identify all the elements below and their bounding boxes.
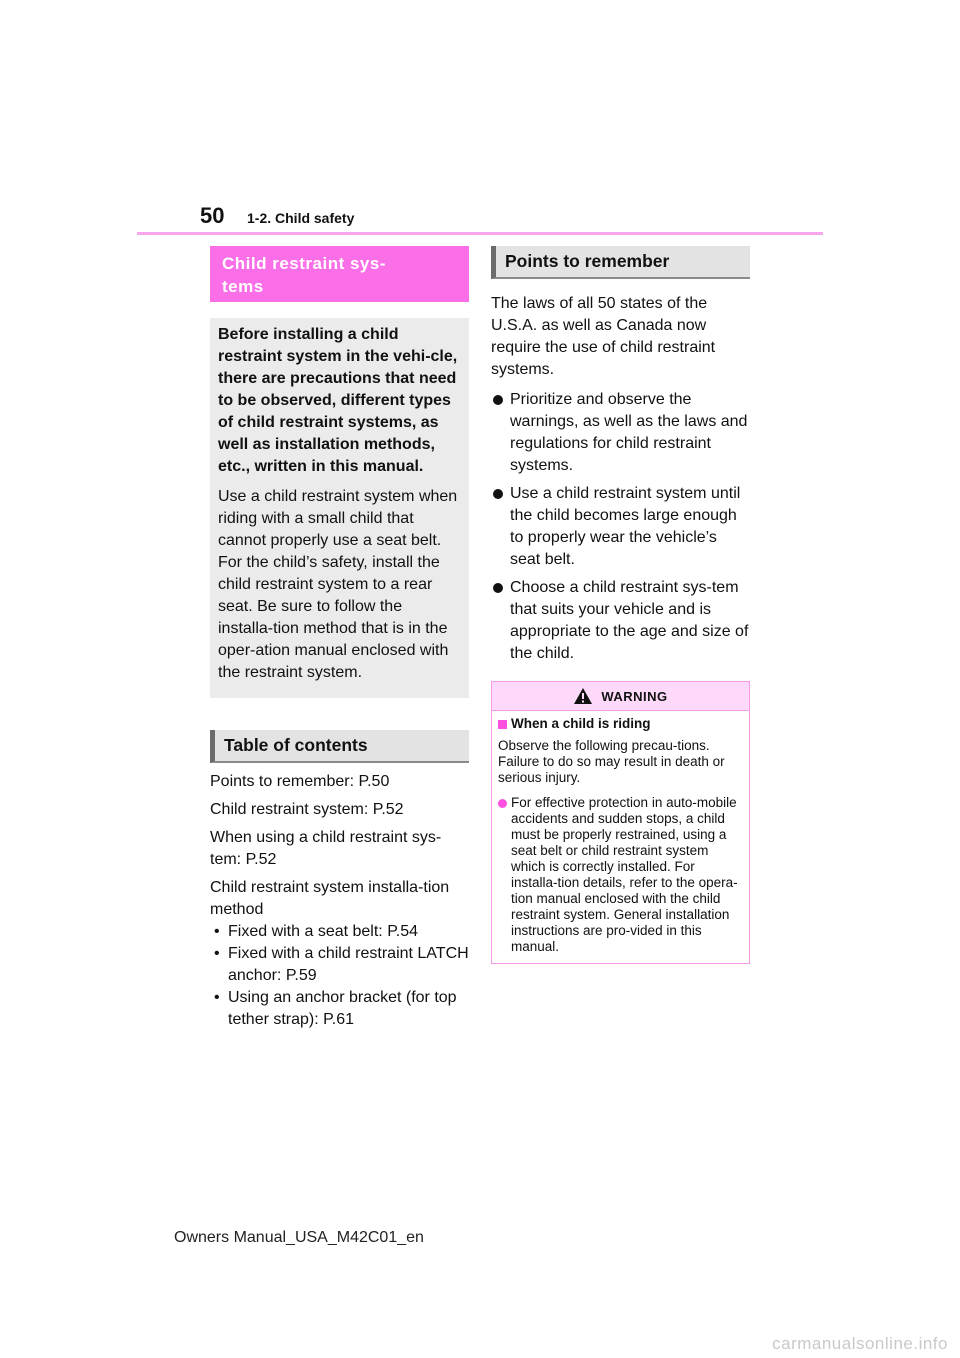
bullet-text: Prioritize and observe the warnings, as well as the laws and regulations for child restraint systems. xyxy=(510,391,748,474)
warning-item xyxy=(498,795,743,955)
section-title: 1-2. Child safety xyxy=(247,210,355,226)
page-number: 50 xyxy=(200,203,225,228)
bullet-dot-icon xyxy=(493,395,503,405)
toc-link-seat-belt[interactable]: • Fixed with a seat belt: P.54 xyxy=(210,921,469,943)
toc-link-when-using[interactable]: When using a child restraint sys-tem: P.52 xyxy=(210,829,442,868)
toc-heading: Table of contents xyxy=(210,730,469,763)
bullet-item xyxy=(491,483,750,571)
bullet-dot-icon xyxy=(493,583,503,593)
left-column xyxy=(210,246,469,1031)
bullet-item xyxy=(491,389,750,477)
toc-sublist xyxy=(210,921,469,1031)
bullet-dot-icon xyxy=(493,489,503,499)
points-heading: Points to remember xyxy=(491,246,750,279)
main-heading-text: Child restraint sys- tems xyxy=(222,254,386,296)
intro-text: Use a child restraint system when riding with a small child that cannot properly use a seat belt. For the child’s safety, install the child restraint system to a rear seat. Be sure to follow the installa-tion method that is in the oper-ation manual enclosed with the restraint system. xyxy=(218,488,458,681)
header-rule xyxy=(137,232,823,235)
laws-paragraph: The laws of all 50 states of the U.S.A. as well as Canada now require the use of child restraint systems. xyxy=(491,295,716,378)
bullet-text: Choose a child restraint sys-tem that suits your vehicle and is appropriate to the age and size of the child. xyxy=(510,579,749,662)
right-column xyxy=(491,246,750,964)
table-of-contents xyxy=(210,771,469,1031)
warning-text: Observe the following precau-tions. Failure to do so may result in death or serious injury. xyxy=(498,738,725,785)
toc-item-installation-method: Child restraint system installa-tion method xyxy=(210,879,450,918)
footer-text: Owners Manual_USA_M42C01_en xyxy=(174,1229,424,1246)
watermark: carmanualsonline.info xyxy=(772,1334,948,1353)
toc-link-points-to-remember[interactable]: Points to remember: P.50 xyxy=(210,773,390,790)
circle-bullet-icon xyxy=(498,799,507,808)
warning-title: WARNING xyxy=(601,688,668,704)
toc-link-anchor-bracket[interactable]: • Using an anchor bracket (for top tether strap): P.61 xyxy=(210,987,469,1031)
warning-subheading xyxy=(498,716,743,732)
main-heading xyxy=(210,246,469,302)
intro-bold-text: Before installing a child restraint system in the vehi-cle, there are precautions that need to be observed, different types of child restraint systems, as well as installation methods, etc., written in this manual. xyxy=(218,326,458,475)
square-bullet-icon xyxy=(498,720,507,729)
toc-link-latch-anchor[interactable]: • Fixed with a child restraint LATCH anchor: P.59 xyxy=(210,943,469,987)
warning-header xyxy=(492,682,749,711)
warning-item-text: For effective protection in auto-mobile accidents and sudden stops, a child must be properly restrained, using a seat belt or child restraint system which is correctly installed. For installa-tion details, refer to the opera-tion manual enclosed with the child restraint system. General installation instructions are pro-vided in this manual. xyxy=(511,795,738,954)
warning-triangle-icon xyxy=(573,687,593,705)
bullet-item xyxy=(491,577,750,665)
warning-subheading-text: When a child is riding xyxy=(511,716,651,731)
toc-link-child-restraint-system[interactable]: Child restraint system: P.52 xyxy=(210,801,404,818)
bullet-text: Use a child restraint system until the child becomes large enough to properly wear the vehicle’s seat belt. xyxy=(510,485,741,568)
bullet-list xyxy=(491,389,750,665)
warning-body xyxy=(492,711,749,963)
intro-box xyxy=(210,318,469,698)
warning-box xyxy=(491,681,750,964)
